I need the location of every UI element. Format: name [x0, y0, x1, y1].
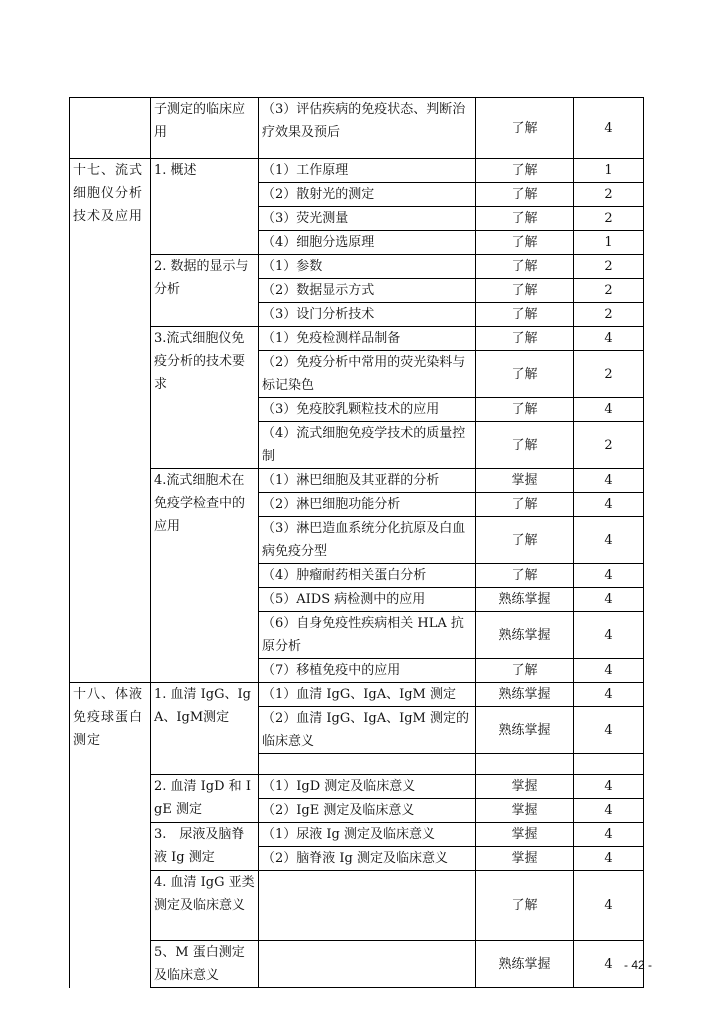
hours-cell: 4: [574, 98, 644, 159]
hours-cell: 4: [574, 612, 644, 659]
table-row: [70, 775, 644, 799]
table-row: [70, 823, 644, 847]
hours-cell: 4: [574, 941, 644, 988]
hours-cell: 2: [574, 279, 644, 303]
level-cell: 了解: [476, 255, 574, 279]
page-number: - 42 -: [623, 958, 652, 972]
content-cell: （1）免疫检测样品制备: [259, 327, 476, 351]
table-row: [70, 469, 644, 493]
content-cell: （1）尿液 Ig 测定及临床意义: [259, 823, 476, 847]
level-cell: 了解: [476, 398, 574, 422]
topic-cell: 1. 概述: [151, 159, 259, 255]
hours-cell: 4: [574, 871, 644, 941]
table-row: [70, 327, 644, 351]
chapter-cell: [70, 98, 151, 159]
level-cell: 了解: [476, 279, 574, 303]
level-cell: 熟练掌握: [476, 941, 574, 988]
hours-cell: 4: [574, 517, 644, 564]
level-cell: 了解: [476, 231, 574, 255]
chapter-cell: 十八、体液免疫球蛋白测定: [70, 683, 151, 988]
level-cell: 了解: [476, 98, 574, 159]
content-cell: [259, 754, 476, 775]
hours-cell: 4: [574, 775, 644, 799]
content-cell: （3）淋巴造血系统分化抗原及白血病免疫分型: [259, 517, 476, 564]
level-cell: 了解: [476, 517, 574, 564]
level-cell: 了解: [476, 159, 574, 183]
level-cell: 了解: [476, 493, 574, 517]
table-row: [70, 159, 644, 183]
topic-cell: 2. 血清 IgD 和 IgE 测定: [151, 775, 259, 823]
level-cell: 了解: [476, 303, 574, 327]
content-cell: （3）免疫胶乳颗粒技术的应用: [259, 398, 476, 422]
level-cell: 了解: [476, 351, 574, 398]
content-cell: （4）肿瘤耐药相关蛋白分析: [259, 564, 476, 588]
hours-cell: 2: [574, 207, 644, 231]
topic-cell: 2. 数据的显示与分析: [151, 255, 259, 327]
table-row: [70, 98, 644, 159]
table-row: [70, 683, 644, 707]
topic-cell: 5、M 蛋白测定及临床意义: [151, 941, 259, 988]
content-cell: （6）自身免疫性疾病相关 HLA 抗原分析: [259, 612, 476, 659]
hours-cell: 4: [574, 398, 644, 422]
hours-cell: 4: [574, 493, 644, 517]
level-cell: 熟练掌握: [476, 588, 574, 612]
hours-cell: 4: [574, 683, 644, 707]
level-cell: 掌握: [476, 823, 574, 847]
content-cell: [259, 871, 476, 941]
content-cell: （1）IgD 测定及临床意义: [259, 775, 476, 799]
table-row: [70, 255, 644, 279]
content-cell: （7）移植免疫中的应用: [259, 659, 476, 683]
hours-cell: 4: [574, 469, 644, 493]
content-cell: （2）IgE 测定及临床意义: [259, 799, 476, 823]
content-cell: （3）荧光测量: [259, 207, 476, 231]
content-cell: [259, 941, 476, 988]
level-cell: 了解: [476, 207, 574, 231]
topic-cell: 4. 血清 IgG 亚类测定及临床意义: [151, 871, 259, 941]
hours-cell: 2: [574, 183, 644, 207]
level-cell: 掌握: [476, 799, 574, 823]
level-cell: 掌握: [476, 469, 574, 493]
level-cell: 熟练掌握: [476, 612, 574, 659]
level-cell: 了解: [476, 659, 574, 683]
content-cell: （5）AIDS 病检测中的应用: [259, 588, 476, 612]
hours-cell: [574, 754, 644, 775]
level-cell: 熟练掌握: [476, 683, 574, 707]
syllabus-table: [69, 97, 644, 988]
hours-cell: 1: [574, 159, 644, 183]
content-cell: （2）血清 IgG、IgA、IgM 测定的临床意义: [259, 707, 476, 754]
hours-cell: 2: [574, 255, 644, 279]
level-cell: 掌握: [476, 775, 574, 799]
topic-cell: 4.流式细胞术在免疫学检查中的应用: [151, 469, 259, 683]
level-cell: 了解: [476, 183, 574, 207]
hours-cell: 1: [574, 231, 644, 255]
hours-cell: 4: [574, 799, 644, 823]
level-cell: 了解: [476, 871, 574, 941]
level-cell: 了解: [476, 422, 574, 469]
content-cell: （2）数据显示方式: [259, 279, 476, 303]
content-cell: （4）细胞分选原理: [259, 231, 476, 255]
content-cell: （1）淋巴细胞及其亚群的分析: [259, 469, 476, 493]
content-cell: （2）免疫分析中常用的荧光染料与标记染色: [259, 351, 476, 398]
level-cell: 了解: [476, 327, 574, 351]
content-cell: （1）参数: [259, 255, 476, 279]
hours-cell: 4: [574, 659, 644, 683]
hours-cell: 4: [574, 823, 644, 847]
content-cell: （3）评估疾病的免疫状态、判断治疗效果及预后: [259, 98, 476, 159]
content-cell: （2）散射光的测定: [259, 183, 476, 207]
content-cell: （3）设门分析技术: [259, 303, 476, 327]
chapter-cell: 十七、流式细胞仪分析技术及应用: [70, 159, 151, 683]
level-cell: 了解: [476, 564, 574, 588]
content-cell: （2）脑脊液 Ig 测定及临床意义: [259, 847, 476, 871]
table-row: [70, 871, 644, 941]
hours-cell: 4: [574, 327, 644, 351]
topic-cell: 子测定的临床应用: [151, 98, 259, 159]
hours-cell: 2: [574, 303, 644, 327]
hours-cell: 4: [574, 847, 644, 871]
level-cell: 熟练掌握: [476, 707, 574, 754]
level-cell: [476, 754, 574, 775]
hours-cell: 2: [574, 422, 644, 469]
hours-cell: 4: [574, 707, 644, 754]
level-cell: 掌握: [476, 847, 574, 871]
topic-cell: 3.流式细胞仪免疫分析的技术要求: [151, 327, 259, 469]
content-cell: （2）淋巴细胞功能分析: [259, 493, 476, 517]
content-cell: （1）工作原理: [259, 159, 476, 183]
hours-cell: 2: [574, 351, 644, 398]
topic-cell: 3. 尿液及脑脊液 Ig 测定: [151, 823, 259, 871]
table-row: [70, 941, 644, 988]
hours-cell: 4: [574, 588, 644, 612]
content-cell: （1）血清 IgG、IgA、IgM 测定: [259, 683, 476, 707]
content-cell: （4）流式细胞免疫学技术的质量控制: [259, 422, 476, 469]
hours-cell: 4: [574, 564, 644, 588]
topic-cell: 1. 血清 IgG、IgA、IgM测定: [151, 683, 259, 775]
